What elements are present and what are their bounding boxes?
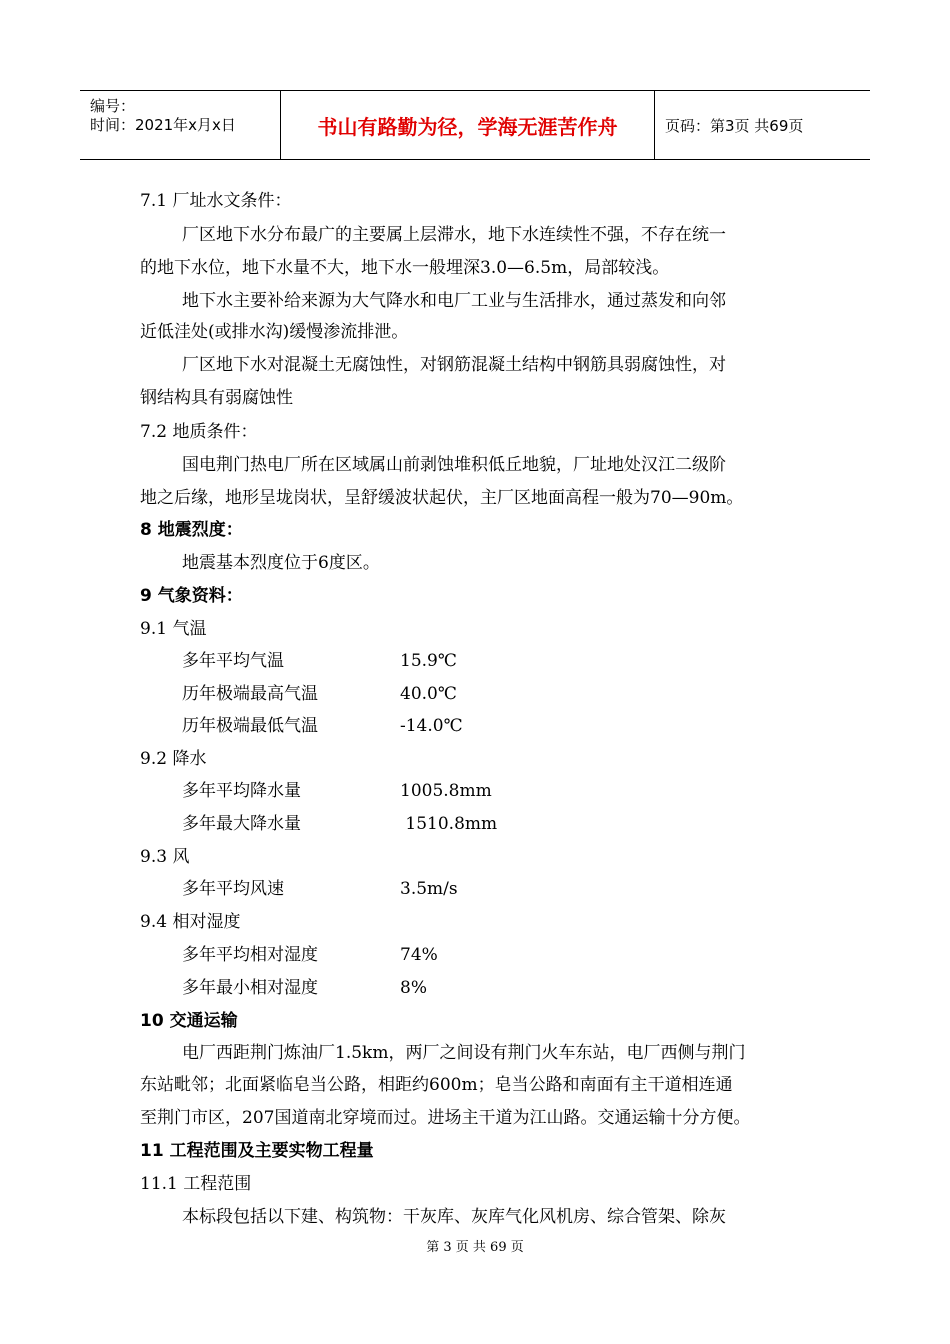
- section-7-2-title: 7.2 地质条件：: [140, 422, 258, 442]
- paragraph-line: 厂区地下水分布最广的主要属上层滞水，地下水连续性不强，不存在统一: [182, 225, 726, 245]
- paragraph-line: 国电荆门热电厂所在区域属山前剥蚀堆积低丘地貌，厂址地处汉江二级阶: [182, 455, 726, 475]
- paragraph-line: 钢结构具有弱腐蚀性: [140, 388, 293, 408]
- data-value: 1005.8mm: [400, 781, 492, 801]
- section-8-title: 8 地震烈度：: [140, 520, 243, 540]
- page-footer: 第 3 页 共 69 页: [426, 1240, 524, 1255]
- section-9-3-title: 9.3 风: [140, 847, 190, 867]
- paragraph-line: 近低洼处(或排水沟)缓慢渗流排泄。: [140, 322, 409, 342]
- data-row: [182, 718, 782, 735]
- paragraph-line: 地之后缘，地形呈垅岗状，呈舒缓波状起伏，主厂区地面高程一般为70—90m。: [140, 488, 744, 508]
- header-number: 编号：: [90, 97, 136, 115]
- section-11-1-title: 11.1 工程范围: [140, 1174, 252, 1194]
- data-row: [182, 947, 782, 964]
- paragraph-line: 东站毗邻；北面紧临皂当公路，相距约600m；皂当公路和南面有主干道相连通: [140, 1075, 733, 1095]
- data-row: [182, 686, 782, 703]
- paragraph-line: 本标段包括以下建、构筑物：干灰库、灰库气化风机房、综合管架、除灰: [182, 1207, 726, 1227]
- data-label: 多年最大降水量: [182, 814, 301, 834]
- data-row: [182, 980, 782, 997]
- data-value: 74%: [400, 945, 438, 965]
- data-value: 15.9℃: [400, 651, 457, 671]
- data-label: 多年平均降水量: [182, 781, 301, 801]
- section-9-2-title: 9.2 降水: [140, 749, 207, 769]
- header-motto: 书山有路勤为径，学海无涯苦作舟: [317, 114, 618, 139]
- section-9-1-title: 9.1 气温: [140, 619, 207, 639]
- section-9-title: 9 气象资料：: [140, 586, 243, 606]
- paragraph-line: 地震基本烈度位于6度区。: [182, 553, 380, 573]
- paragraph-line: 的地下水位，地下水量不大，地下水一般埋深3.0—6.5m，局部较浅。: [140, 258, 670, 278]
- section-11-title: 11 工程范围及主要实物工程量: [140, 1141, 374, 1161]
- data-label: 多年平均风速: [182, 879, 284, 899]
- paragraph-line: 厂区地下水对混凝土无腐蚀性，对钢筋混凝土结构中钢筋具弱腐蚀性，对: [182, 355, 726, 375]
- data-label: 历年极端最低气温: [182, 716, 318, 736]
- data-value: 8%: [400, 978, 427, 998]
- section-7-1-title: 7.1 厂址水文条件：: [140, 191, 292, 211]
- header-meta: [80, 91, 280, 159]
- data-row: [182, 816, 782, 833]
- data-row: [182, 653, 782, 670]
- data-value: -14.0℃: [400, 716, 463, 736]
- data-label: 多年最小相对湿度: [182, 978, 318, 998]
- section-9-4-title: 9.4 相对湿度: [140, 912, 241, 932]
- data-value: 1510.8mm: [400, 814, 498, 834]
- data-value: 40.0℃: [400, 684, 457, 704]
- header-page-info: 页码：第3页 共69页: [665, 116, 804, 135]
- paragraph-line: 地下水主要补给来源为大气降水和电厂工业与生活排水，通过蒸发和向邻: [182, 291, 726, 311]
- paragraph-line: 至荆门市区，207国道南北穿境而过。进场主干道为江山路。交通运输十分方便。: [140, 1108, 751, 1128]
- data-label: 多年平均气温: [182, 651, 284, 671]
- data-label: 多年平均相对湿度: [182, 945, 318, 965]
- section-10-title: 10 交通运输: [140, 1011, 238, 1031]
- header-date: 时间：2021年x月x日: [90, 116, 236, 134]
- data-label: 历年极端最高气温: [182, 684, 318, 704]
- paragraph-line: 电厂西距荆门炼油厂1.5km，两厂之间设有荆门火车东站，电厂西侧与荆门: [182, 1043, 746, 1063]
- data-row: [182, 881, 782, 898]
- data-value: 3.5m/s: [400, 879, 458, 899]
- document-header: [80, 90, 870, 160]
- data-row: [182, 783, 782, 800]
